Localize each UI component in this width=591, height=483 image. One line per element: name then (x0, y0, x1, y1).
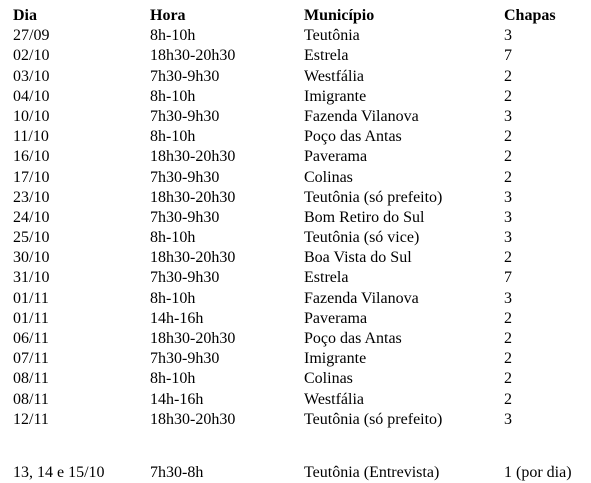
cell-chapas: 2 (504, 249, 512, 267)
cell-chapas: 2 (504, 67, 512, 85)
cell-chapas: 7 (504, 47, 512, 65)
table-row (13, 268, 588, 288)
cell-chapas: 2 (504, 87, 512, 105)
cell-municipio: Imigrante (304, 350, 367, 368)
header-row (13, 6, 588, 26)
cell-dia: 17/10 (13, 168, 50, 186)
table-row (13, 87, 588, 107)
cell-dia: 11/10 (13, 128, 49, 146)
cell-chapas: 2 (504, 350, 512, 368)
table-row (13, 26, 588, 46)
cell-chapas: 3 (504, 208, 512, 226)
cell-municipio: Estrela (304, 269, 349, 287)
cell-chapas: 3 (504, 188, 512, 206)
cell-hora: 14h-16h (150, 390, 204, 408)
cell-dia: 27/09 (13, 27, 50, 45)
cell-dia: 24/10 (13, 208, 50, 226)
cell-hora: 7h30-8h (150, 463, 204, 481)
table-row (13, 248, 588, 268)
cell-chapas: 7 (504, 269, 512, 287)
cell-municipio: Boa Vista do Sul (304, 249, 412, 267)
header-chapas: Chapas (504, 7, 556, 24)
cell-hora: 18h30-20h30 (150, 188, 236, 206)
row-spacer (13, 430, 588, 463)
cell-dia: 23/10 (13, 188, 50, 206)
cell-municipio: Imigrante (304, 87, 367, 105)
table-row (13, 188, 588, 208)
cell-hora: 18h30-20h30 (150, 148, 236, 166)
cell-municipio: Fazenda Vilanova (304, 107, 419, 125)
table-row (13, 228, 588, 248)
header-dia: Dia (13, 7, 37, 24)
cell-dia: 13, 14 e 15/10 (13, 463, 105, 481)
cell-hora: 8h-10h (150, 87, 196, 105)
cell-hora: 8h-10h (150, 27, 196, 45)
table-row (13, 107, 588, 127)
schedule-table (13, 6, 588, 483)
cell-hora: 8h-10h (150, 128, 196, 146)
cell-dia: 12/11 (13, 410, 49, 428)
cell-municipio: Westfália (304, 67, 365, 85)
cell-hora: 14h-16h (150, 309, 204, 327)
cell-dia: 01/11 (13, 289, 49, 307)
cell-dia: 25/10 (13, 229, 50, 247)
cell-hora: 7h30-9h30 (150, 208, 220, 226)
table-row (13, 208, 588, 228)
cell-chapas: 2 (504, 330, 512, 347)
cell-municipio: Paverama (304, 148, 368, 166)
cell-municipio: Teutônia (só prefeito) (304, 410, 443, 428)
cell-hora: 18h30-20h30 (150, 47, 236, 65)
cell-chapas: 3 (504, 27, 512, 45)
cell-dia: 04/10 (13, 87, 50, 105)
table-row (13, 168, 588, 188)
table-row (13, 390, 588, 410)
cell-chapas: 1 (por dia) (504, 463, 572, 481)
cell-hora: 7h30-9h30 (150, 168, 220, 186)
header-municipio: Município (304, 7, 375, 24)
cell-chapas: 2 (504, 370, 512, 388)
cell-chapas: 2 (504, 148, 512, 166)
cell-hora: 18h30-20h30 (150, 330, 236, 347)
cell-municipio: Teutônia (só vice) (304, 229, 420, 247)
cell-dia: 01/11 (13, 309, 49, 327)
table-row (13, 147, 588, 167)
cell-dia: 16/10 (13, 148, 50, 166)
cell-dia: 06/11 (13, 330, 49, 347)
cell-municipio: Paverama (304, 309, 368, 327)
interview-row (13, 463, 588, 483)
cell-dia: 30/10 (13, 249, 50, 267)
cell-municipio: Poço das Antas (304, 128, 402, 146)
cell-dia: 07/11 (13, 350, 49, 368)
cell-chapas: 3 (504, 107, 512, 125)
cell-chapas: 3 (504, 289, 512, 307)
cell-chapas: 2 (504, 309, 512, 327)
table-row (13, 67, 588, 87)
cell-hora: 8h-10h (150, 229, 196, 247)
cell-municipio: Teutônia (só prefeito) (304, 188, 443, 206)
cell-municipio: Colinas (304, 168, 353, 186)
cell-chapas: 2 (504, 128, 512, 146)
table-row (13, 410, 588, 430)
cell-dia: 02/10 (13, 47, 50, 65)
table-row (13, 369, 588, 389)
cell-chapas: 2 (504, 168, 512, 186)
cell-municipio: Bom Retiro do Sul (304, 208, 425, 226)
cell-dia: 31/10 (13, 269, 50, 287)
cell-hora: 18h30-20h30 (150, 249, 236, 267)
cell-hora: 8h-10h (150, 370, 196, 388)
cell-municipio: Estrela (304, 47, 349, 65)
header-hora: Hora (150, 7, 186, 24)
cell-chapas: 3 (504, 229, 512, 247)
cell-municipio: Colinas (304, 370, 353, 388)
cell-hora: 8h-10h (150, 289, 196, 307)
cell-dia: 03/10 (13, 67, 50, 85)
cell-municipio: Fazenda Vilanova (304, 289, 419, 307)
table-row (13, 127, 588, 147)
cell-chapas: 2 (504, 390, 512, 408)
cell-hora: 18h30-20h30 (150, 410, 236, 428)
cell-dia: 08/11 (13, 390, 49, 408)
table-row (13, 309, 588, 329)
cell-municipio: Poço das Antas (304, 330, 402, 347)
cell-hora: 7h30-9h30 (150, 350, 220, 368)
cell-dia: 10/10 (13, 107, 50, 125)
cell-municipio: Teutônia (304, 27, 360, 45)
table-row (13, 349, 588, 369)
table-row (13, 46, 588, 66)
cell-municipio: Teutônia (Entrevista) (304, 463, 440, 481)
cell-chapas: 3 (504, 410, 512, 428)
cell-hora: 7h30-9h30 (150, 269, 220, 287)
cell-municipio: Westfália (304, 390, 365, 408)
cell-hora: 7h30-9h30 (150, 67, 220, 85)
cell-hora: 7h30-9h30 (150, 107, 220, 125)
cell-dia: 08/11 (13, 370, 49, 388)
table-row (13, 329, 588, 349)
table-row (13, 289, 588, 309)
